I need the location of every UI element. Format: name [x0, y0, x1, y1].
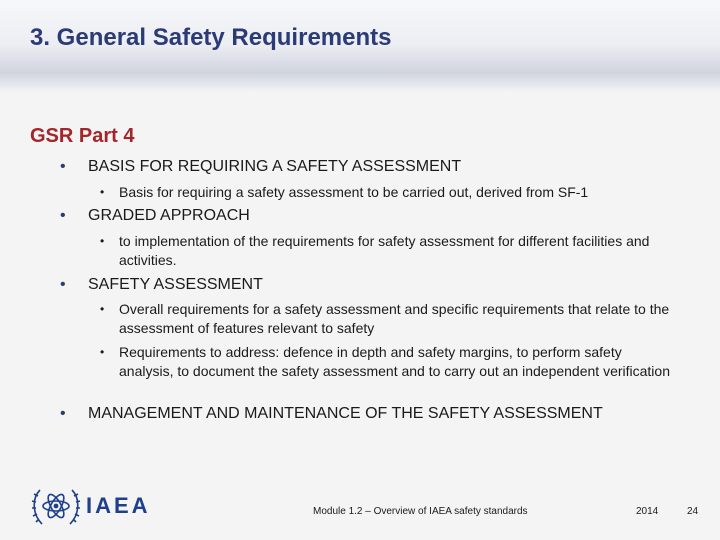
footer-year: 2014: [636, 506, 659, 517]
sub-bullet-item: [100, 300, 670, 338]
sub-bullet-item: [100, 343, 670, 381]
bullet-icon: •: [60, 276, 66, 293]
sub-bullet-icon: •: [100, 185, 105, 199]
sub-bullet-item: [100, 183, 670, 202]
section-title: GSR Part 4: [30, 125, 135, 147]
sub-bullet-icon: •: [100, 302, 105, 316]
sub-bullet-icon: •: [100, 234, 105, 248]
bullet-icon: •: [60, 405, 66, 422]
page-number: 24: [687, 506, 699, 517]
iaea-logo: [30, 484, 160, 530]
bullet-item-label: MANAGEMENT AND MAINTENANCE OF THE SAFETY ASSESSMENT: [88, 405, 603, 422]
sub-bullet-text: Requirements to address: defence in depth and safety margins, to perform safety analysis, to document the safety assessment and to carry out an independent verification: [119, 344, 670, 379]
sub-bullet-item: [100, 232, 670, 270]
bullet-icon: •: [60, 207, 66, 224]
sub-bullet-text: to implementation of the requirements for safety assessment for different facilities and activities.: [119, 233, 650, 268]
iaea-wordmark: IAEA: [86, 493, 151, 518]
bullet-item-label: SAFETY ASSESSMENT: [88, 276, 263, 293]
sub-bullet-text: Basis for requiring a safety assessment to be carried out, derived from SF-1: [119, 184, 589, 200]
bullet-item-label: GRADED APPROACH: [88, 207, 250, 224]
footer-module-text: Module 1.2 – Overview of IAEA safety standards: [313, 506, 528, 517]
un-emblem-icon: [30, 484, 82, 530]
slide-title: 3. General Safety Requirements: [30, 24, 392, 51]
bullet-item-label: BASIS FOR REQUIRING A SAFETY ASSESSMENT: [88, 158, 462, 175]
sub-bullet-icon: •: [100, 345, 105, 359]
sub-bullet-text: Overall requirements for a safety assessment and specific requirements that relate to the assessment of features relevant to safety: [119, 301, 670, 336]
bullet-icon: •: [60, 158, 66, 175]
